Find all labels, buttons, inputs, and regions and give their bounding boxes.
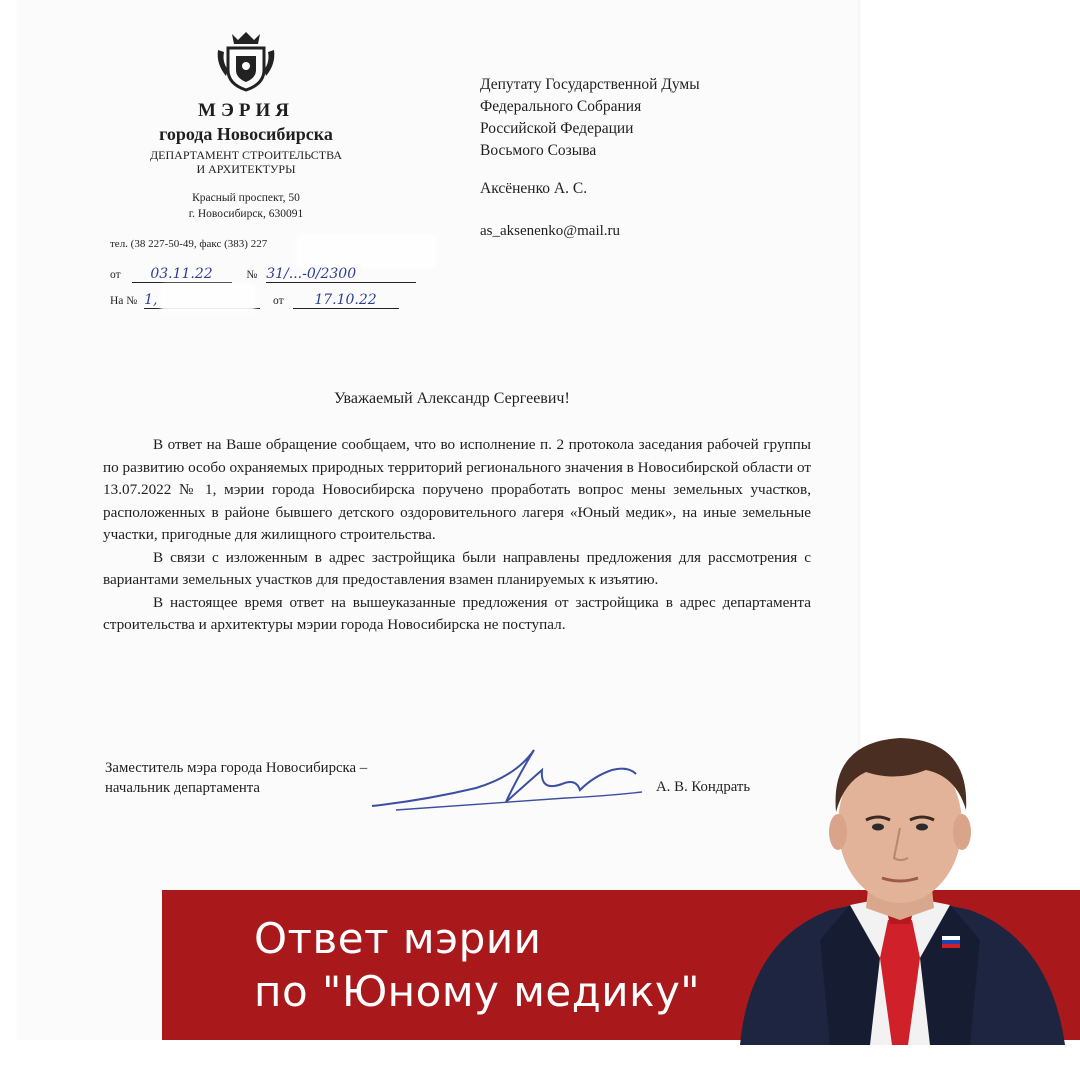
reference-date: 03.11.22 [132,266,232,283]
reference-from-label: от [110,269,121,281]
recipient-email: as_aksenenko@mail.ru [480,223,621,239]
sender-address [96,190,396,222]
reference-in-reply-label: На № [110,295,138,307]
reference-in-reply-number: 1, [144,292,260,309]
person-portrait [720,720,1080,1045]
reference-outgoing [110,266,416,283]
caption-line2: по "Юному медику" [254,967,701,1016]
reference-in-reply-date: 17.10.22 [293,292,399,309]
sender-department [96,148,396,176]
sender-addr-line1: Красный проспект, 50 [192,192,300,204]
sender-block [96,100,396,222]
signer-name: А. В. Кондрать [656,779,751,795]
letter-greeting: Уважаемый Александр Сергеевич! [334,390,570,407]
recipient-line3: Российской Федерации [480,120,634,137]
letter-paragraph: В связи с изложенным в адрес застройщика были направлены предложения для рассмотрения с вариантами земельных участков для предоставления взамен планируемых к изъятию. [103,548,811,588]
signer-title-line1: Заместитель мэра города Новосибирска – [105,760,368,776]
sender-phone: тел. (38 227-50-49, факс (383) 227 [110,238,268,250]
recipient-line4: Восьмого Созыва [480,142,597,159]
reference-in-reply-from-label: от [273,295,284,307]
bottom-margin [0,1040,1080,1080]
recipient-block [480,74,700,242]
sender-addr-line2: г. Новосибирск, 630091 [188,208,304,220]
reference-number: 31/...-0/2300 [266,266,416,283]
signer-title-line2: начальник департамента [105,780,260,796]
recipient-line2: Федерального Собрания [480,98,642,115]
redaction-number [160,284,256,312]
reference-number-label: № [246,269,258,281]
letter-paragraph: В ответ на Ваше обращение сообщаем, что во исполнение п. 2 протокола заседания рабочей группы по развитию особо охраняемых природных территорий регионального значения в Новосибирской области от 13.07.2022 № 1, мэрии города Новосибирска поручено проработать вопрос мены земельных участков, расположенных в районе бывшего детского оздоровительного лагеря «Юный медик», на иные земельные участки, пригодные для жилищного строительства. [103,436,811,543]
caption-text [254,912,700,1018]
recipient-name: Аксёненко А. С. [480,180,588,197]
sender-dept-line2: И АРХИТЕКТУРЫ [196,162,296,176]
sender-org-title: МЭРИЯ [198,100,294,121]
recipient-line1: Депутату Государственной Думы [480,76,700,93]
letter-body [103,434,811,637]
signer-title [105,758,367,798]
caption-line1: Ответ мэрии [254,914,542,963]
redaction-phone [296,234,436,268]
coat-of-arms-icon [214,30,278,92]
letter-paragraph: В настоящее время ответ на вышеуказанные предложения от застройщика в адрес департамента строительства и архитектуры мэрии города Новосибирска не поступал. [103,593,811,633]
handwritten-signature [366,740,646,820]
sender-city: города Новосибирска [159,124,333,144]
sender-dept-line1: ДЕПАРТАМЕНТ СТРОИТЕЛЬСТВА [149,148,343,162]
